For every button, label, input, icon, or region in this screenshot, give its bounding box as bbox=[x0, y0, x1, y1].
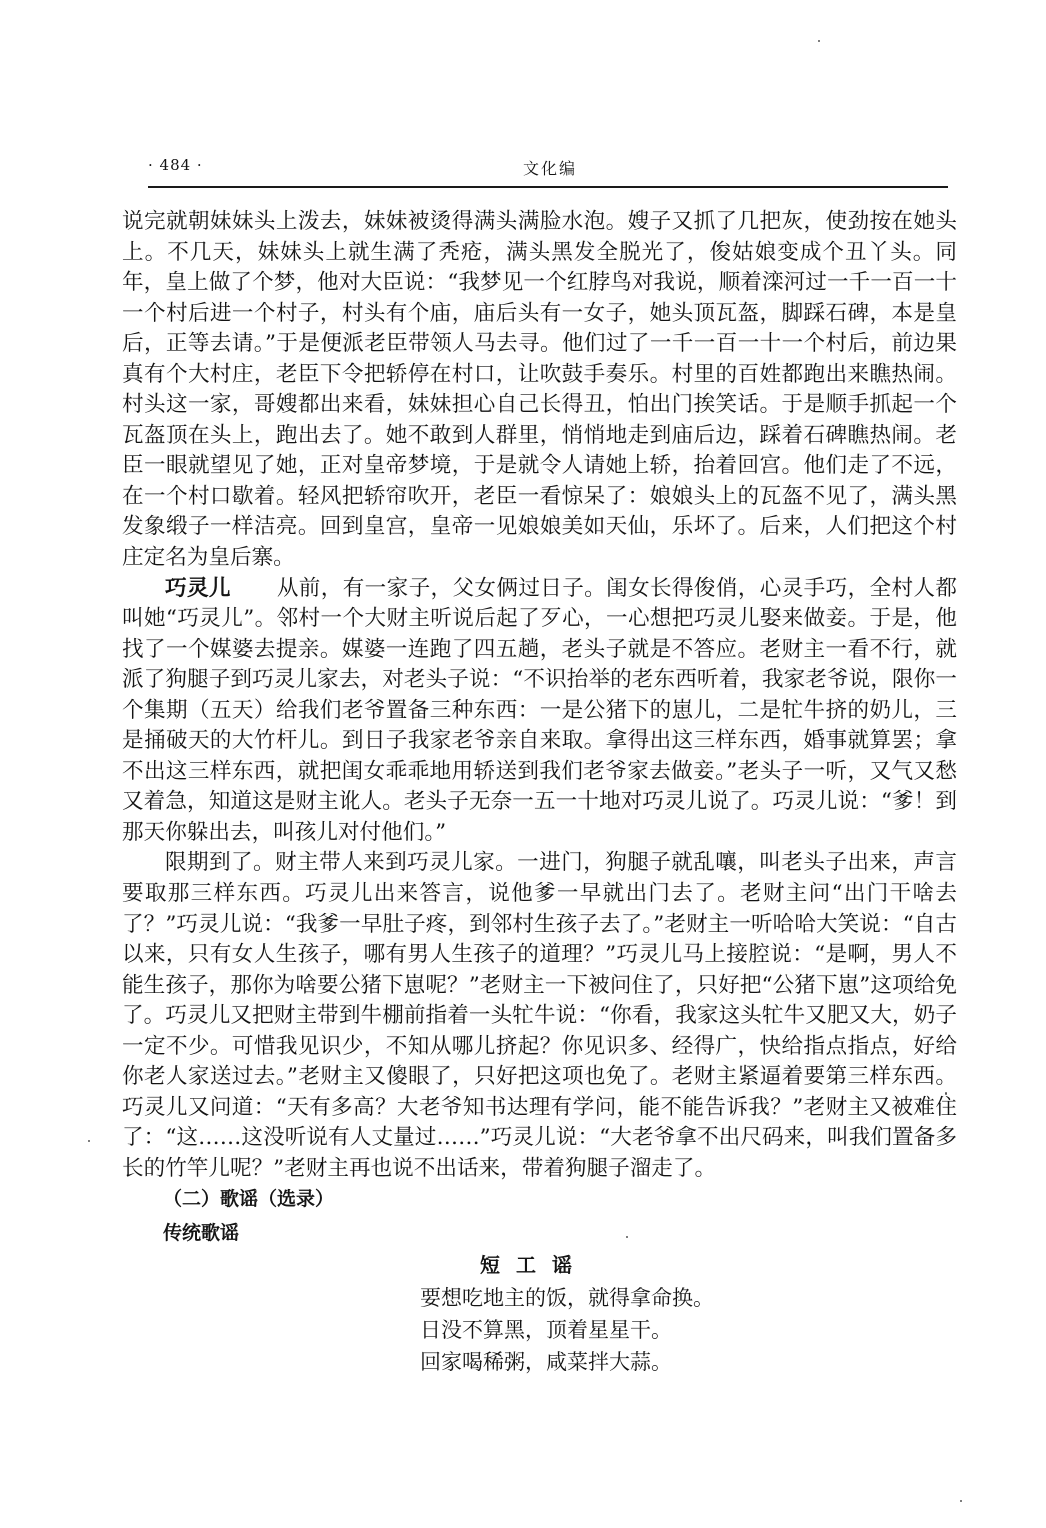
running-title: 文化编 bbox=[523, 159, 578, 178]
body-text bbox=[122, 207, 957, 1185]
paragraph-continued bbox=[122, 207, 957, 574]
subsection-heading: 传统歌谣 bbox=[163, 1222, 240, 1244]
poem bbox=[420, 1282, 714, 1378]
paragraph-text: 说完就朝妹妹头上泼去，妹妹被烫得满头满脸水泡。嫂子又抓了几把灰，使劲按在她头上。不几天，妹妹头上就生满了秃疮，满头黑发全脱光了，俊姑娘变成个丑丫头。同年，皇上做了个梦，他对大臣说：“我梦见一个红脖鸟对我说，顺着滦河过一千一百一十一个村后进一个村子，村头有个庙，庙后头有一女子，她头顶瓦盔，脚踩石碑，本是皇后，正等去请。”于是便派老臣带领人马去寻。他们过了一千一百一十一个村后，前边果真有个大村庄，老臣下令把轿停在村口，让吹鼓手奏乐。村里的百姓都跑出来瞧热闹。村头这一家，哥嫂都出来看，妹妹担心自己长得丑，怕出门挨笑话。于是顺手抓起一个瓦盔顶在头上，跑出去了。她不敢到人群里，悄悄地走到庙后边，踩着石碑瞧热闹。老臣一眼就望见了她，正对皇帝梦境，于是就令人请她上轿，抬着回宫。他们走了不远，在一个村口歇着。轻风把轿帘吹开，老臣一看惊呆了：娘娘头上的瓦盔不见了，满头黑发象缎子一样洁亮。回到皇宫，皇帝一见娘娘美如天仙，乐坏了。后来，人们把这个村庄定名为皇后寨。 bbox=[122, 209, 957, 571]
header-rule bbox=[148, 186, 948, 188]
scan-speck bbox=[945, 1092, 947, 1095]
paragraph-text: 从前，有一家子，父女俩过日子。闺女长得俊俏，心灵手巧，全村人都叫她“巧灵儿”。邻村一个大财主听说后起了歹心，一心想把巧灵儿娶来做妾。于是，他找了一个媒婆去提亲。媒婆一连跑了四五趟，老头子就是不答应。老财主一看不行，就派了狗腿子到巧灵儿家去，对老头子说：“不识抬举的老东西听着，我家老爷说，限你一个集期（五天）给我们老爷置备三种东西：一是公猪下的崽儿，二是牤牛挤的奶儿，三是捅破天的大竹杆儿。到日子我家老爷亲自来取。拿得出这三样东西，婚事就算罢；拿不出这三样东西，就把闺女乖乖地用轿送到我们老爷家去做妾。”老头子一听，又气又愁又着急，知道这是财主讹人。老头子无奈一五一十地对巧灵儿说了。巧灵儿说：“爹！到那天你躲出去，叫孩儿对付他们。” bbox=[122, 575, 957, 845]
scan-speck bbox=[626, 1236, 628, 1238]
story-title: 巧灵儿 bbox=[165, 575, 231, 601]
paragraph-story bbox=[122, 574, 957, 849]
scan-speck bbox=[88, 1140, 90, 1142]
section-heading: （二）歌谣（选录） bbox=[163, 1188, 335, 1210]
paragraph-text: 限期到了。财主带人来到巧灵儿家。一进门，狗腿子就乱嚷，叫老头子出来，声言要取那三样东西。巧灵儿出来答言，说他爹一早就出门去了。老财主问“出门干啥去了？”巧灵儿说：“我爹一早肚子疼，到邻村生孩子去了。”老财主一听哈哈大笑说：“自古以来，只有女人生孩子，哪有男人生孩子的道理？”巧灵儿马上接腔说：“是啊，男人不能生孩子，那你为啥要公猪下崽呢？”老财主一下被问住了，只好把“公猪下崽”这项给免了。巧灵儿又把财主带到牛棚前指着一头牤牛说：“你看，我家这头牤牛又肥又大，奶子一定不少。可惜我见识少，不知从哪儿挤起？你见识多、经得广，快给指点指点，好给你老人家送过去。”老财主又傻眼了，只好把这项也免了。老财主紧逼着要第三样东西。巧灵儿又问道：“天有多高？大老爷知书达理有学问，能不能告诉我？”老财主又被难住了：“这……这没听说有人丈量过……”巧灵儿说：“大老爷拿不出尺码来，叫我们置备多长的竹竿儿呢？”老财主再也说不出话来，带着狗腿子溜走了。 bbox=[122, 850, 957, 1181]
running-header bbox=[148, 156, 948, 190]
poem-title: 短工谣 bbox=[480, 1253, 588, 1277]
scan-speck bbox=[818, 40, 820, 42]
paragraph bbox=[122, 848, 957, 1184]
poem-line: 回家喝稀粥，咸菜拌大蒜。 bbox=[420, 1350, 672, 1374]
scan-speck bbox=[960, 1500, 962, 1502]
page-number: · 484 · bbox=[148, 156, 203, 174]
poem-line: 日没不算黑，顶着星星干。 bbox=[420, 1318, 672, 1342]
poem-line: 要想吃地主的饭，就得拿命换。 bbox=[420, 1286, 714, 1310]
